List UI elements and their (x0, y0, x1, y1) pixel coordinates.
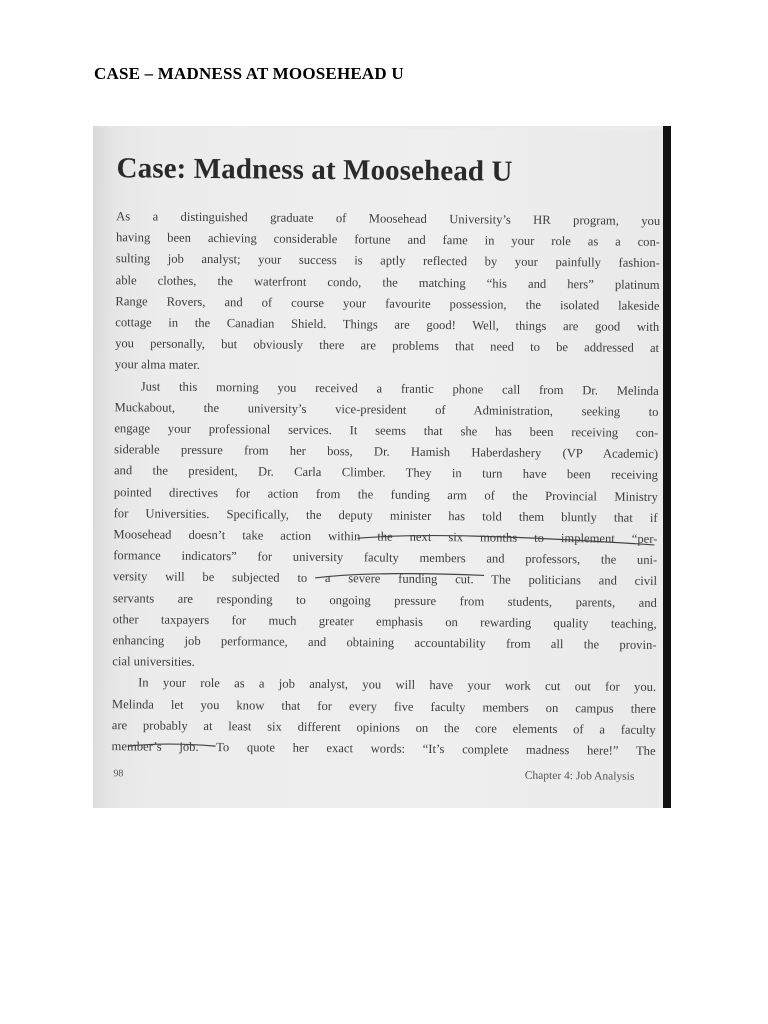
text-line: sulting job analyst; your success is aptly reflected by your painfully fashion- (115, 251, 660, 271)
text-line: for Universities. Specifically, the deputy minister has told them bluntly that if (113, 506, 658, 525)
text-line: Melinda let you know that for every five faculty members on campus there (111, 696, 656, 716)
text-line: Moosehead doesn’t take action within the next six months to implement “per- (113, 527, 658, 546)
text-line: cottage in the Canadian Shield. Things are good! Well, things are good with (115, 315, 660, 334)
chapter-footer: Chapter 4: Job Analysis (524, 769, 635, 783)
text-line: member’s job. To quote her exact words: “It’s complete madness here!” The (111, 739, 656, 759)
text-line: you personally, but obviously there are problems that need to be addressed at (115, 336, 660, 356)
paragraph-intro (115, 206, 660, 380)
text-line: siderable pressure from her boss, Dr. Hamish Haberdashery (VP Academic) (114, 442, 659, 462)
text-line: Muckabout, the university’s vice-president of Administration, seeking to (114, 400, 659, 419)
paragraph-job-analyst (111, 673, 656, 763)
paragraph-phone-call (112, 376, 659, 678)
text-line: Just this morning you received a frantic phone call from Dr. Melinda (140, 379, 659, 398)
text-line: formance indicators” for university faculty members and professors, the uni- (113, 548, 658, 568)
page-number: 98 (113, 768, 124, 780)
text-line: your alma mater. (114, 357, 200, 373)
text-line: Range Rovers, and of course your favourite possession, the isolated lakeside (115, 294, 660, 313)
text-line: having been achieving considerable fortune and fame in your role as a con- (115, 230, 661, 250)
scanned-page-surface (93, 126, 664, 808)
text-line: cial universities. (112, 654, 195, 670)
text-line: enhancing job performance, and obtaining accountability from all the provin- (112, 633, 657, 652)
text-line: versity will be subjected to a severe funding cut. The politicians and civil (113, 569, 658, 589)
document-heading: CASE – MADNESS AT MOOSEHEAD U (94, 64, 404, 83)
text-line: pointed directives for action from the funding arm of the Provincial Ministry (113, 484, 658, 504)
text-line: servants are responding to ongoing pressure from students, parents, and (112, 590, 657, 610)
text-line: engage your professional services. It seems that she has been receiving con- (114, 421, 659, 440)
scan-dark-edge (663, 126, 671, 808)
book-body-text (111, 206, 660, 762)
text-line: are probably at least six different opinions on the core elements of a faculty (111, 718, 656, 737)
text-line: In your role as a job analyst, you will have your work cut out for you. (138, 675, 657, 695)
text-line: As a distinguished graduate of Moosehead University’s HR program, you (116, 209, 661, 228)
text-line: able clothes, the waterfront condo, the matching “his and hers” platinum (115, 272, 660, 292)
text-line: other taxpayers for much greater emphasis on rewarding quality teaching, (112, 612, 657, 631)
text-line: and the president, Dr. Carla Climber. They in turn have been receiving (113, 463, 659, 483)
book-case-title: Case: Madness at Moosehead U (116, 152, 513, 188)
scanned-book-page (93, 126, 671, 808)
